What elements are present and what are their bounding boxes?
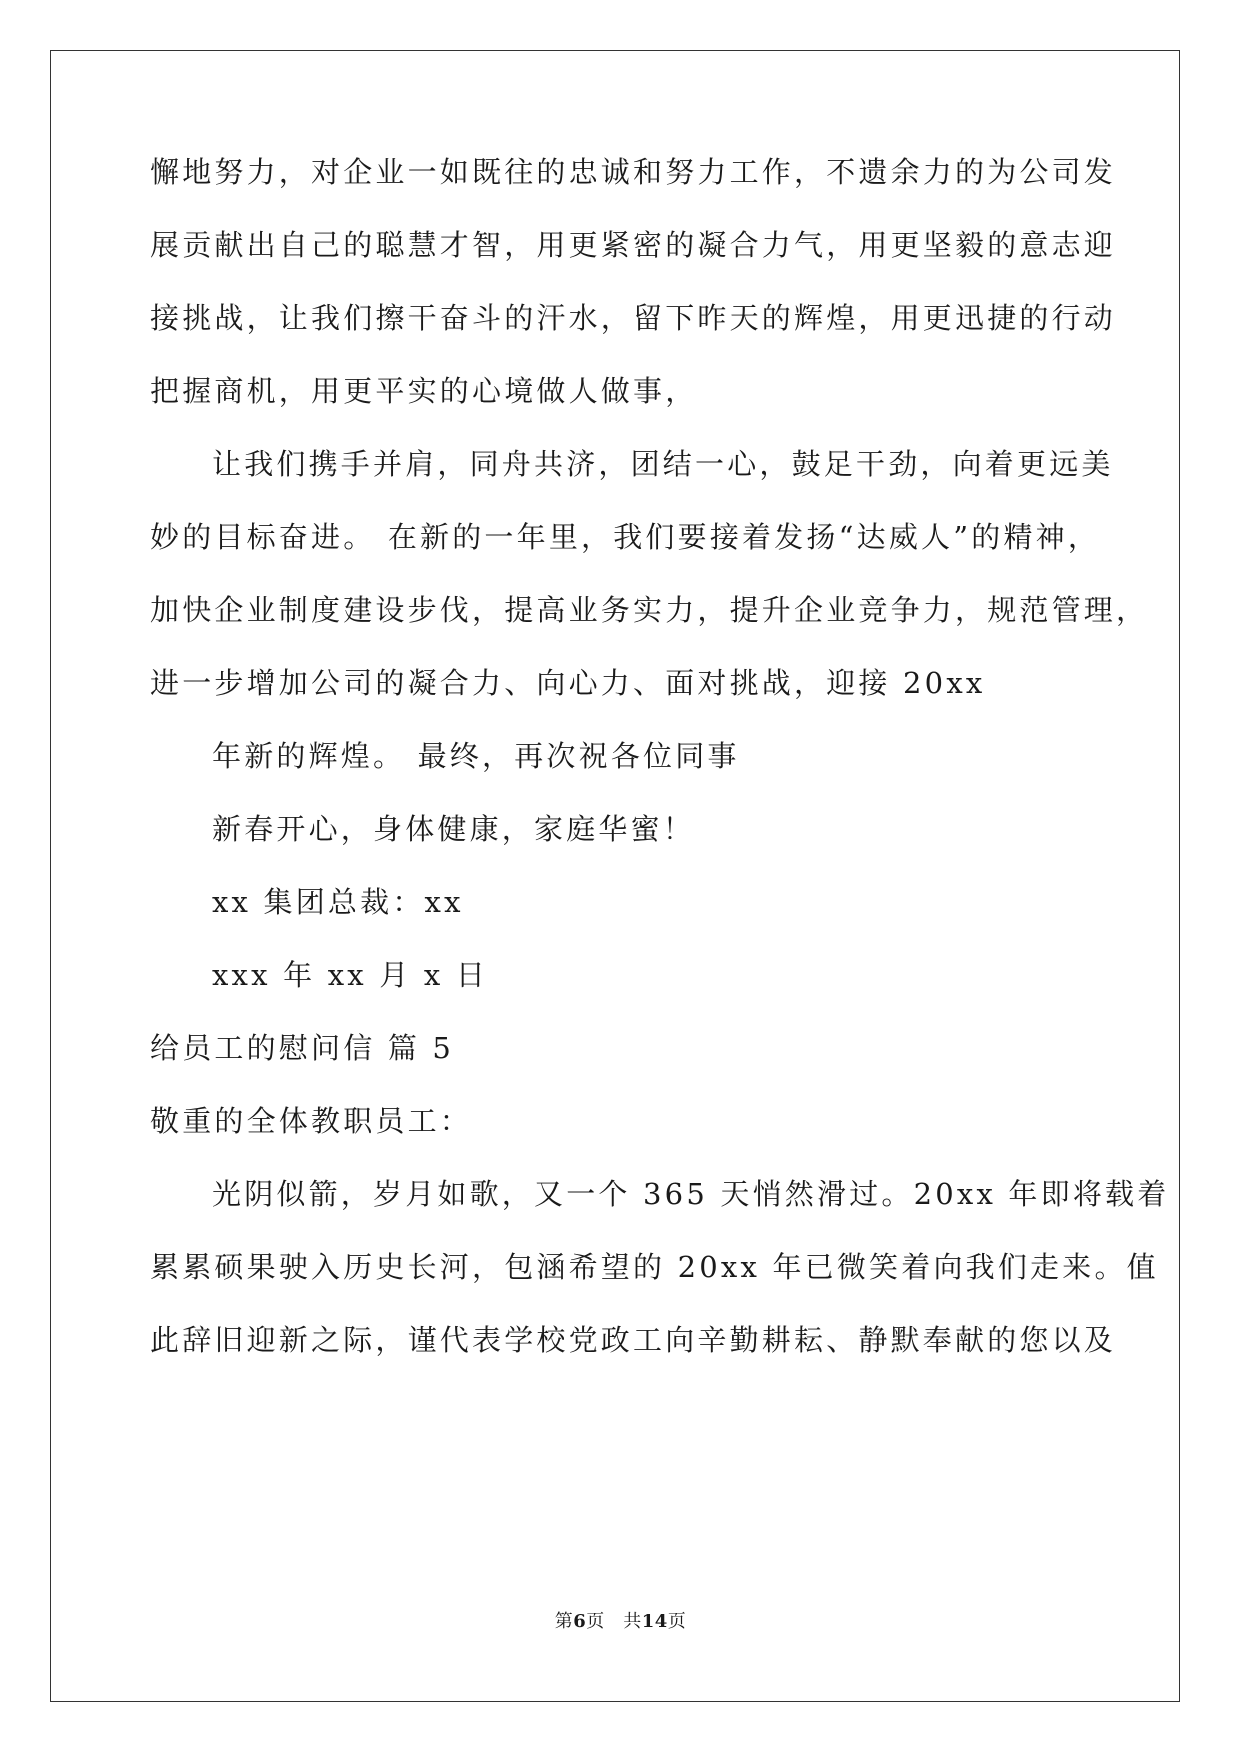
salutation-line: 敬重的全体教职员工： — [150, 1104, 473, 1138]
paragraph-line-16: 累累硕果驶入历史长河，包涵希望的 20xx 年已微笑着向我们走来。值 — [150, 1250, 1159, 1284]
paragraph-line-4: 把握商机，用更平实的心境做人做事， — [150, 374, 698, 408]
paragraph-line-17: 此辞旧迎新之际，谨代表学校党政工向辛勤耕耘、静默奉献的您以及 — [150, 1323, 1117, 1357]
total-page-number: 14 — [641, 1611, 668, 1632]
paragraph-line-9: 年新的辉煌。 最终，再次祝各位同事 — [212, 739, 740, 773]
paragraph-line-15: 光阴似箭，岁月如歌，又一个 365 天悄然滑过。20xx 年即将载着 — [212, 1177, 1170, 1211]
date-line: xxx 年 xx 月 x 日 — [212, 958, 489, 992]
current-page-number: 6 — [573, 1611, 587, 1632]
paragraph-line-1: 懈地努力，对企业一如既往的忠诚和努力工作，不遗余力的为公司发 — [150, 155, 1117, 189]
footer-middle: 页 共 — [586, 1611, 642, 1632]
paragraph-line-5: 让我们携手并肩，同舟共济，团结一心，鼓足干劲，向着更远美 — [212, 447, 1114, 481]
paragraph-line-3: 接挑战，让我们擦干奋斗的汗水，留下昨天的辉煌，用更迅捷的行动 — [150, 301, 1117, 335]
paragraph-line-8: 进一步增加公司的凝合力、向心力、面对挑战，迎接 20xx — [150, 666, 986, 700]
section-heading: 给员工的慰问信 篇 5 — [150, 1031, 455, 1065]
paragraph-line-7: 加快企业制度建设步伐，提高业务实力，提升企业竞争力，规范管理， — [150, 593, 1149, 627]
signature-line: xx 集团总裁：xx — [212, 885, 464, 919]
page-number-footer — [0, 1610, 1241, 1634]
paragraph-line-2: 展贡献出自己的聪慧才智，用更紧密的凝合力气，用更坚毅的意志迎 — [150, 228, 1117, 262]
footer-prefix: 第 — [554, 1611, 574, 1632]
greeting-line: 新春开心，身体健康，家庭华蜜！ — [212, 812, 696, 846]
paragraph-line-6: 妙的目标奋进。 在新的一年里，我们要接着发扬“达威人”的精神， — [150, 520, 1101, 554]
footer-suffix: 页 — [667, 1611, 687, 1632]
